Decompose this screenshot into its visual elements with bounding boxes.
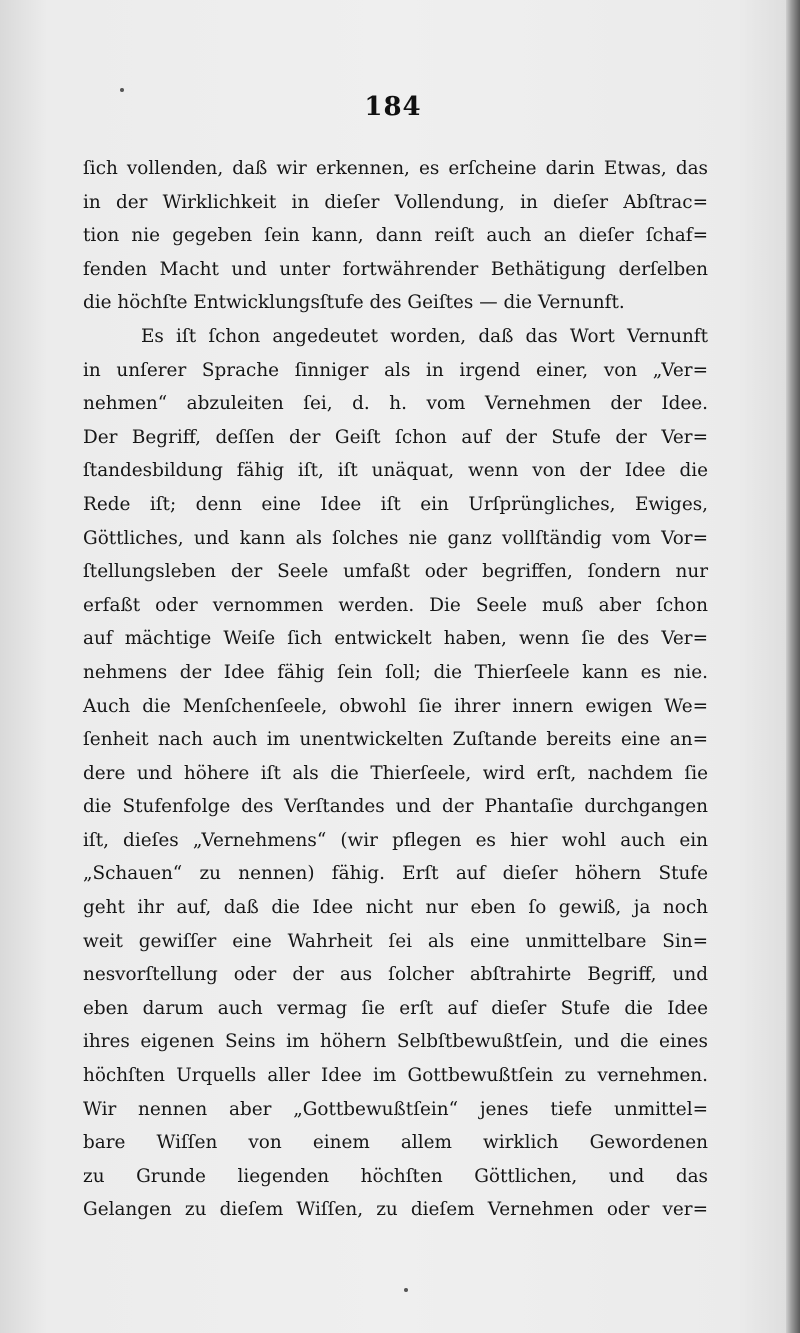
text-line: in der Wirklichkeit in dieſer Vollendung, in dieſer Abſtrac= — [83, 191, 708, 213]
text-line: Wir nennen aber „Gottbewußtſein“ jenes tiefe unmittel= — [83, 1098, 708, 1120]
text-line: ſtandesbildung fähig iſt, iſt unäquat, wenn von der Idee die — [83, 460, 708, 482]
text-line: geht ihr auf, daß die Idee nicht nur eben ſo gewiß, ja noch — [83, 897, 708, 919]
text-line: weit gewiſſer eine Wahrheit ſei als eine unmittelbare Sin= — [83, 930, 708, 952]
page-number: 184 — [364, 92, 422, 122]
text-line: „Schauen“ zu nennen) fähig. Erſt auf dieſer höhern Stufe — [83, 863, 708, 885]
text-line: nehmens der Idee fähig ſein ſoll; die Thierſeele kann es nie. — [83, 661, 708, 683]
text-line: zu Grunde liegenden höchſten Göttlichen, und das — [83, 1165, 708, 1187]
text-line: die Stufenfolge des Verſtandes und der Phantaſie durchgangen — [83, 796, 708, 818]
text-line: iſt, dieſes „Vernehmens“ (wir pflegen es hier wohl auch ein — [83, 829, 708, 851]
text-line: höchſten Urquells aller Idee im Gottbewußtſein zu vernehmen. — [83, 1065, 708, 1087]
text-line: Göttliches, und kann als ſolches nie ganz vollſtändig vom Vor= — [83, 527, 708, 549]
paper-speck — [404, 1288, 408, 1292]
text-line: ſenheit nach auch im unentwickelten Zuſtande bereits eine an= — [83, 729, 708, 751]
text-line: erfaßt oder vernommen werden. Die Seele muß aber ſchon — [83, 594, 708, 616]
text-line: fenden Macht und unter fortwährender Bethätigung derſelben — [83, 258, 708, 280]
page-edge-shadow — [786, 0, 800, 1333]
text-line: bare Wiſſen von einem allem wirklich Gewordenen — [83, 1132, 708, 1154]
text-line: ihres eigenen Seins im höhern Selbſtbewußtſein, und die eines — [83, 1031, 708, 1053]
text-line: nehmen“ abzuleiten ſei, d. h. vom Vernehmen der Idee. — [83, 393, 708, 415]
text-line: ſich vollenden, daß wir erkennen, es erſcheine darin Etwas, das — [83, 158, 708, 179]
body-text — [83, 152, 708, 1227]
text-line: die höchſte Entwicklungsſtufe des Geiſtes — die Vernunft. — [83, 292, 625, 314]
text-line: dere und höhere iſt als die Thierſeele, wird erſt, nachdem ſie — [83, 762, 708, 784]
text-line: auf mächtige Weiſe ſich entwickelt haben, wenn ſie des Ver= — [83, 628, 708, 650]
text-line: Der Begriff, deſſen der Geiſt ſchon auf der Stufe der Ver= — [83, 426, 708, 448]
text-line: Gelangen zu dieſem Wiſſen, zu dieſem Vernehmen oder ver= — [83, 1199, 708, 1221]
text-line: tion nie gegeben ſein kann, dann reiſt auch an dieſer ſchaf= — [83, 225, 708, 247]
text-line: Es iſt ſchon angedeutet worden, daß das Wort Vernunft — [141, 325, 708, 347]
text-line: ſtellungsleben der Seele umfaßt oder begriffen, ſondern nur — [83, 561, 708, 583]
text-line: eben darum auch vermag ſie erſt auf dieſer Stufe die Idee — [83, 997, 708, 1019]
text-line: Rede iſt; denn eine Idee iſt ein Urſprüngliches, Ewiges, — [83, 493, 708, 515]
text-line: in unſerer Sprache ſinniger als in irgend einer, von „Ver= — [83, 359, 708, 381]
text-line: nesvorſtellung oder der aus ſolcher abſtrahirte Begriff, und — [83, 964, 708, 986]
text-line: Auch die Menſchenſeele, obwohl ſie ihrer innern ewigen We= — [83, 695, 708, 717]
paper-speck — [120, 88, 124, 92]
